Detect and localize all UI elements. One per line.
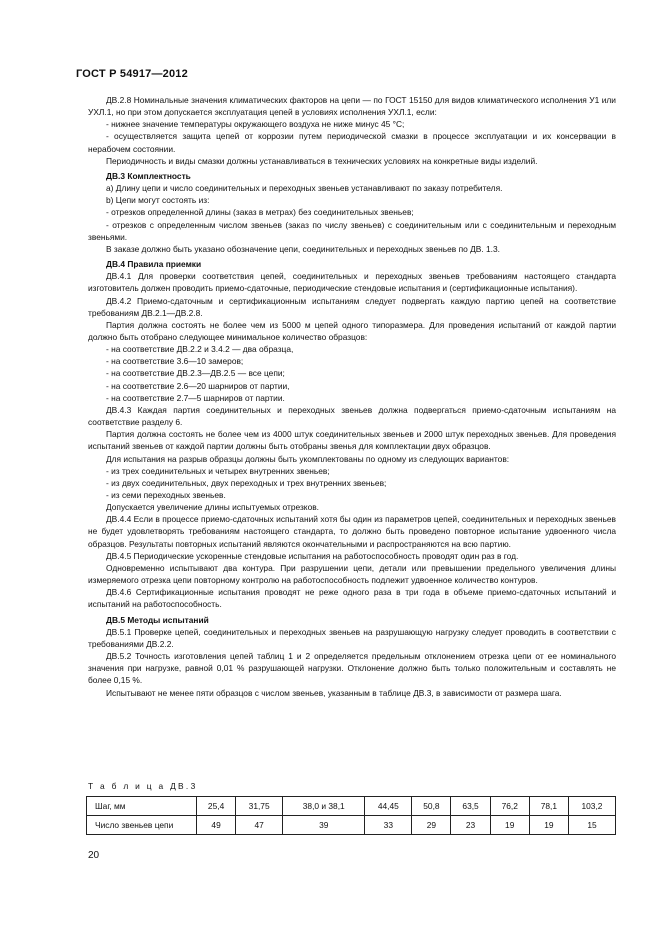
table-cell: 76,2 <box>490 797 529 816</box>
table-cell: 19 <box>529 816 568 835</box>
paragraph: Партия должна состоять не более чем из 5000 м цепей одного типоразмера. Для проведения испытаний от каждой партии должно быть отобрано следующее минимальное количество образцов: <box>88 319 616 342</box>
paragraph: b) Цепи могут состоять из: <box>106 195 210 206</box>
table-cell: 103,2 <box>568 797 615 816</box>
paragraph: ДВ.5.2 Точность изготовления цепей таблиц 1 и 2 определяется предельным отклонением отрезка цепи от ее номинального значения при нагрузке, равной 0,01 % разрушающей нагрузки. Отклонение должно быть только положительным и составлять не более 0,15 %. <box>88 651 616 686</box>
paragraph: - на соответствие 2.6—20 шарниров от партии, <box>106 380 290 391</box>
table-cell: 29 <box>412 816 451 835</box>
paragraph: - на соответствие ДВ.2.2 и 3.4.2 — два образца, <box>106 344 294 355</box>
paragraph: - на соответствие ДВ.2.3—ДВ.2.5 — все цепи; <box>106 368 285 379</box>
paragraph: ДВ.4.6 Сертификационные испытания проводят не реже одного раза в три года в объеме приемо-сдаточных испытаний и испытаний на работоспособность. <box>88 587 616 610</box>
table-dv3 <box>86 796 616 835</box>
table-cell: 19 <box>490 816 529 835</box>
paragraph: В заказе должно быть указано обозначение цепи, соединительных и переходных звеньев по ДВ. 1.3. <box>106 243 500 254</box>
paragraph: Допускается увеличение длины испытуемых отрезков. <box>106 502 320 513</box>
table-cell: 31,75 <box>236 797 283 816</box>
paragraph: ДВ.2.8 Номинальные значения климатических факторов на цепи — по ГОСТ 15150 для видов климатического исполнения У1 или УХЛ.1, но при этом допускается эксплуатация цепей в условиях исполнения УХЛ.1, если: <box>88 95 616 118</box>
table-caption: Т а б л и ц а ДВ.3 <box>88 781 198 791</box>
paragraph: - на соответствие 3.6—10 замеров; <box>106 356 244 367</box>
paragraph: ДВ.4.2 Приемо-сдаточным и сертификационным испытаниям следует подвергать каждую партию цепей на соответствие требованиям ДВ.2.1—ДВ.2.8. <box>88 295 616 318</box>
table-row <box>87 797 616 816</box>
paragraph: Периодичность и виды смазки должны устанавливаться в технических условиях на конкретные виды изделий. <box>106 155 538 166</box>
paragraph: Одновременно испытывают два контура. При разрушении цепи, детали или превышении предельного увеличения длины измеряемого отрезка цепи повторному контролю на работоспособность подлежит удвоенное количество контуров. <box>88 562 616 586</box>
table-cell: 50,8 <box>412 797 451 816</box>
paragraph: Испытывают не менее пяти образцов с числом звеньев, указанным в таблице ДВ.3, в зависимости от размера шага. <box>106 687 562 698</box>
page-number: 20 <box>88 850 100 861</box>
section-heading: ДВ.4 Правила приемки <box>106 259 202 270</box>
document-header: ГОСТ Р 54917—2012 <box>76 68 188 80</box>
table-cell: 44,45 <box>365 797 412 816</box>
table-cell: 39 <box>283 816 365 835</box>
paragraph: ДВ.4.3 Каждая партия соединительных и переходных звеньев должна подвергаться приемо-сдаточным испытаниям на соответствие разделу 6. <box>88 404 616 428</box>
row-label: Число звеньев цепи <box>87 816 197 835</box>
table-cell: 38,0 и 38,1 <box>283 797 365 816</box>
paragraph: - отрезков определенной длины (заказ в метрах) без соединительных звеньев; <box>106 207 414 218</box>
paragraph: а) Длину цепи и число соединительных и переходных звеньев устанавливают по заказу потребителя. <box>106 183 503 194</box>
paragraph: ДВ.4.1 Для проверки соответствия цепей, соединительных и переходных звеньев требованиям настоящего стандарта изготовитель должен проводить приемо-сдаточные, периодические стендовые испытания и (сертификационные испытания). <box>88 271 616 294</box>
table-cell: 33 <box>365 816 412 835</box>
paragraph: ДВ.4.4 Если в процессе приемо-сдаточных испытаний хотя бы один из параметров цепей, соединительных и переходных звеньев не будет удовлетворять требованиям настоящего стандарта, то должно быть проведено повторное испытание удвоенного числа образцов. Результаты повторных испытаний являются окончательными и распространяются на всю партию. <box>88 514 616 549</box>
paragraph: - из семи переходных звеньев. <box>106 490 226 500</box>
paragraph: - из трех соединительных и четырех внутренних звеньев; <box>106 465 330 476</box>
paragraph: ДВ.5.1 Проверке цепей, соединительных и переходных звеньев на разрушающую нагрузку следует проводить в соответствии с требованиями ДВ.2.2. <box>88 626 616 649</box>
paragraph: - осуществляется защита цепей от коррозии путем периодической смазки в процессе эксплуатации и их консервации в нерабочем состоянии. <box>88 131 616 154</box>
paragraph: - из двух соединительных, двух переходных и трех внутренних звеньев; <box>106 477 387 488</box>
paragraph: ДВ.4.5 Периодические ускоренные стендовые испытания на работоспособность проводят один раз в год. <box>106 550 519 561</box>
document-body <box>88 94 616 699</box>
table-cell: 78,1 <box>529 797 568 816</box>
table-cell: 47 <box>236 816 283 835</box>
paragraph: - нижнее значение температуры окружающего воздуха не ниже минус 45 °С; <box>106 119 405 130</box>
section-heading: ДВ.5 Методы испытаний <box>106 614 209 625</box>
row-label: Шаг, мм <box>87 797 197 816</box>
table-cell: 15 <box>568 816 615 835</box>
paragraph: Для испытания на разрыв образцы должны быть укомплектованы по одному из следующих вариантов: <box>106 453 510 464</box>
paragraph: Партия должна состоять не более чем из 4000 штук соединительных звеньев и 2000 штук переходных звеньев. Для проведения испытаний звеньев от каждой партии должны быть отобраны звенья для комплектации двух образцов. <box>88 429 616 452</box>
table-row <box>87 816 616 835</box>
table-cell: 63,5 <box>451 797 490 816</box>
paragraph: - на соответствие 2.7—5 шарниров от партии. <box>106 392 285 403</box>
section-heading: ДВ.3 Комплектность <box>106 170 191 181</box>
table-cell: 25,4 <box>197 797 236 816</box>
paragraph: - отрезков с определенным числом звеньев (заказ по числу звеньев) с соединительным или с соединительным и переходным звеньями. <box>88 219 616 242</box>
table-cell: 49 <box>197 816 236 835</box>
table-cell: 23 <box>451 816 490 835</box>
